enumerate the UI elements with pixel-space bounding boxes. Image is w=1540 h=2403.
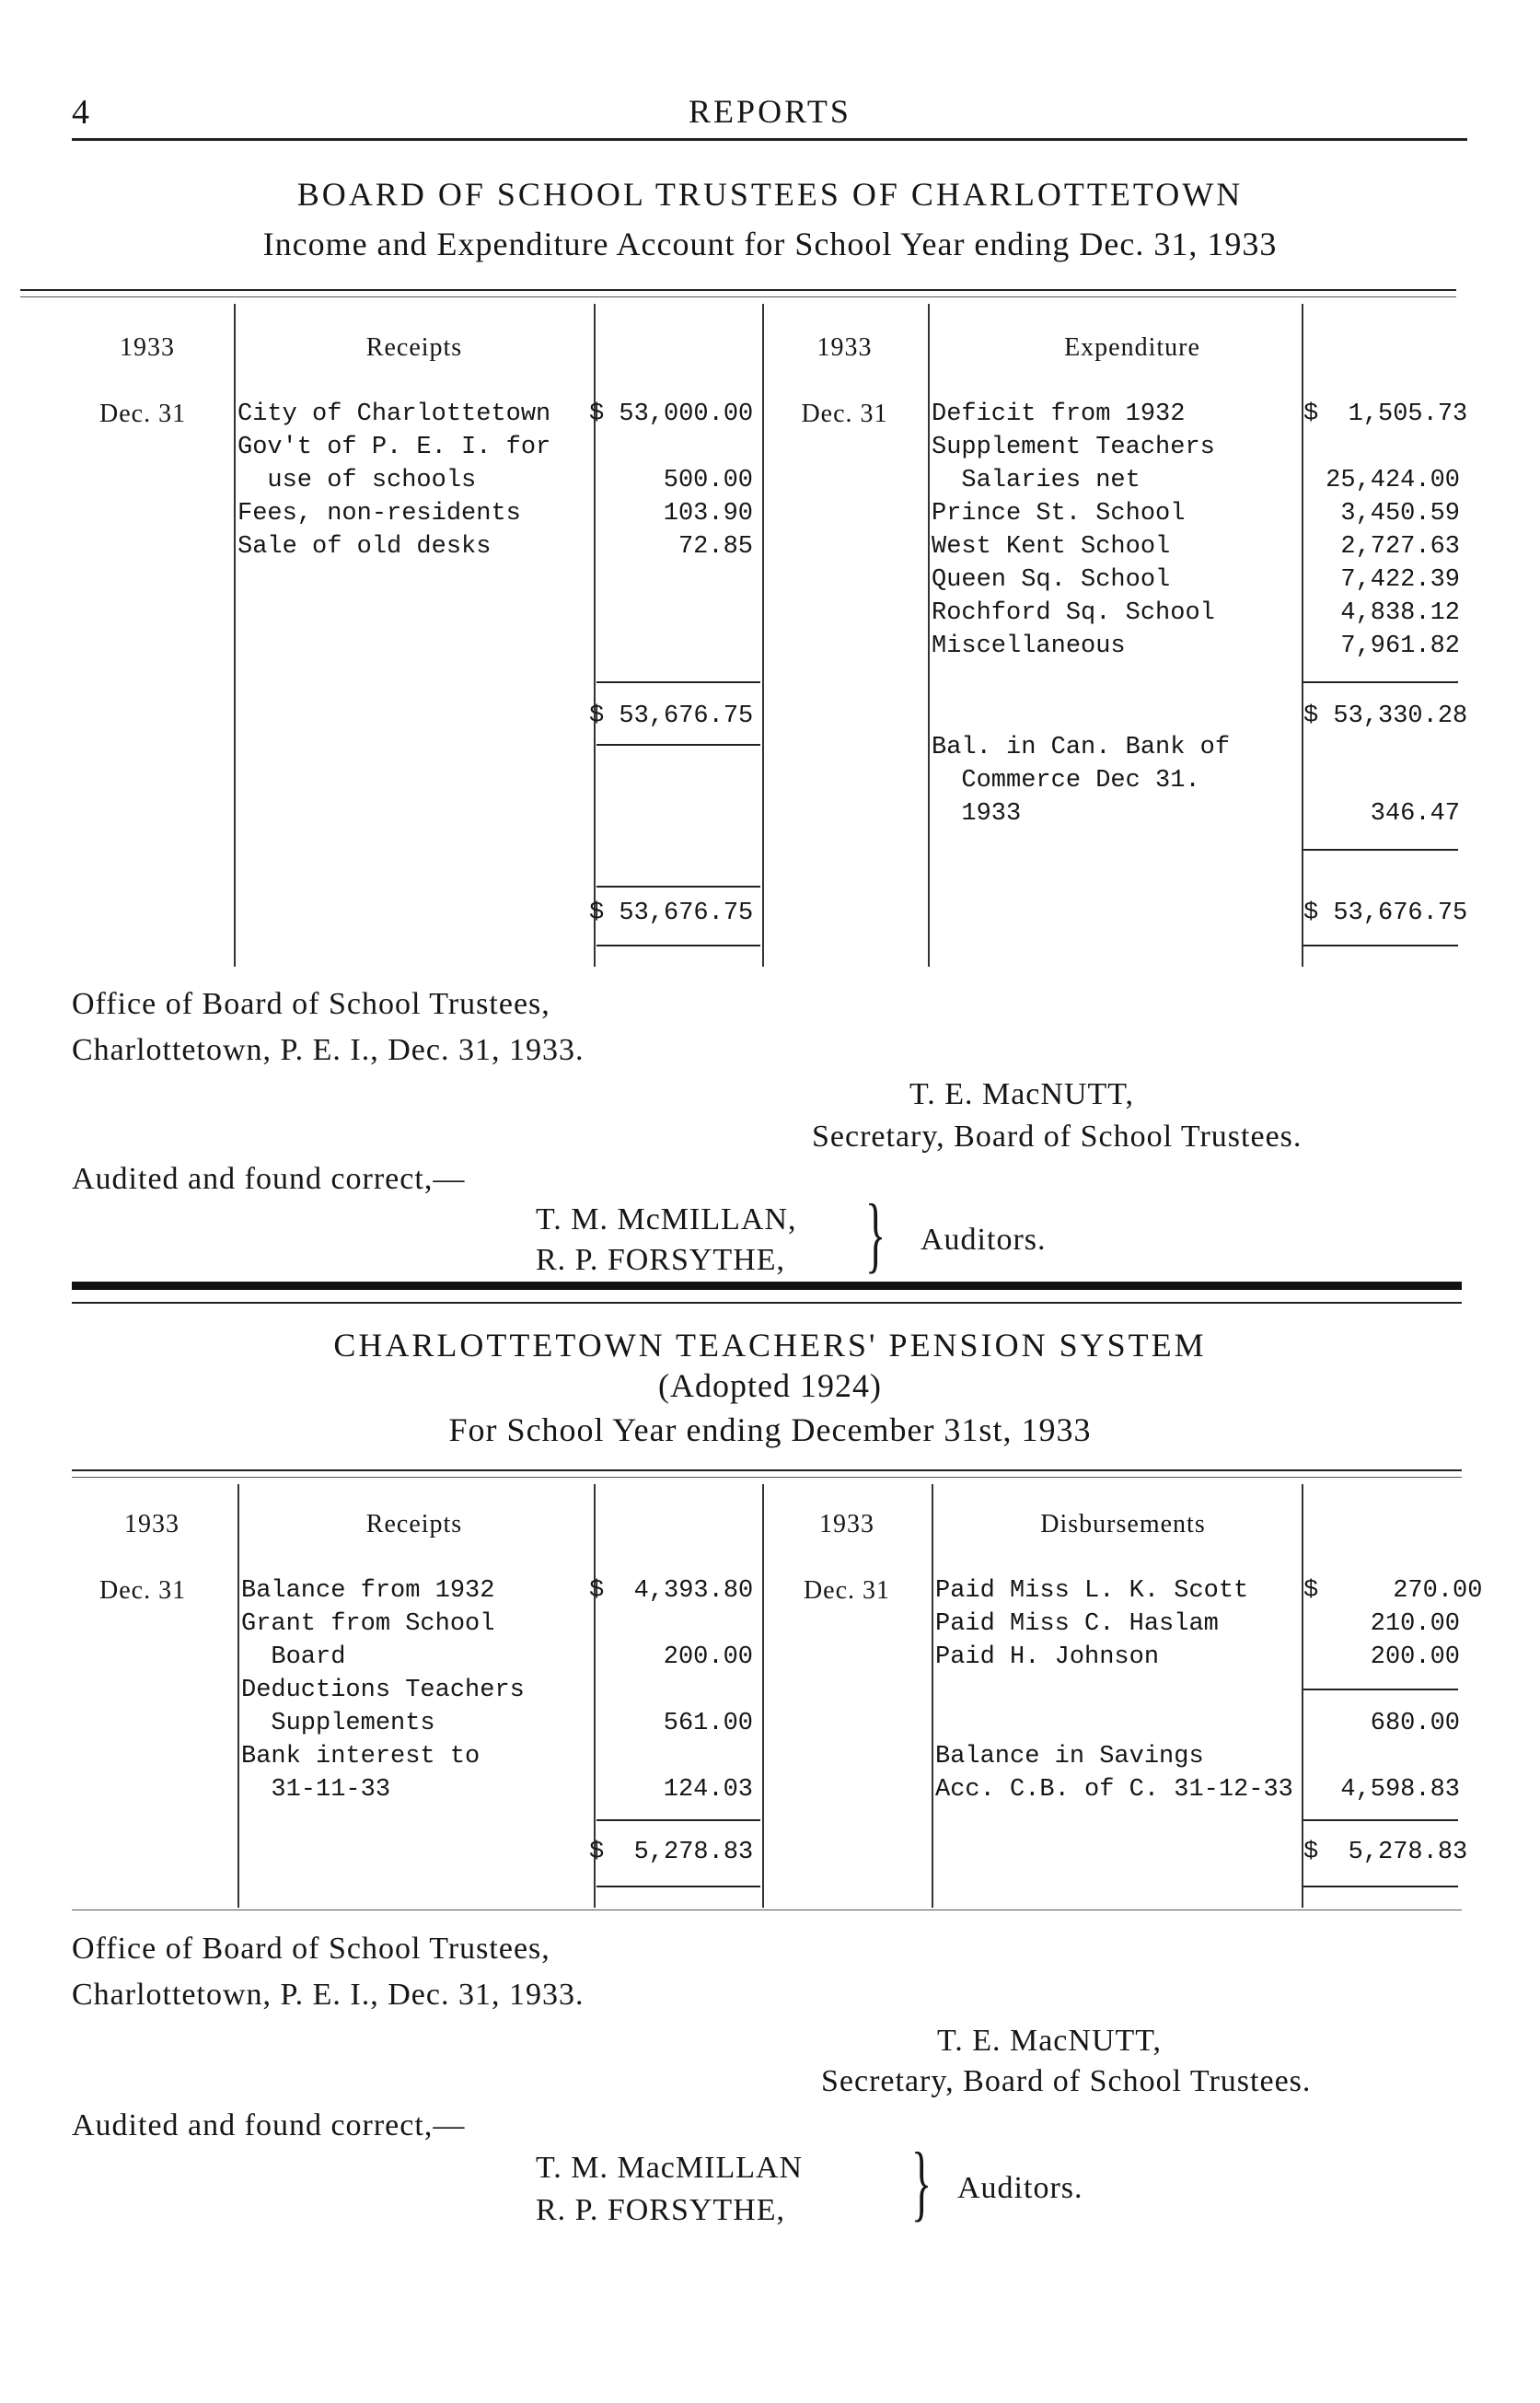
table1-date: Dec. 31 — [99, 400, 187, 428]
section1-audited: Audited and found correct,— — [72, 1162, 466, 1196]
table1-receipts-grand-rule — [596, 945, 760, 946]
section1-auditor2: R. P. FORSYTHE, — [536, 1243, 786, 1277]
table1-receipts-grand-rule-top — [596, 886, 760, 888]
table1-receipts-total: $ 53,676.75 — [589, 702, 754, 730]
table2-receipts-items: Balance from 1932 Grant from School Board Deductions Teachers Supplements Bank interest to 31-11-33 — [241, 1577, 525, 1804]
section1-office-line1: Office of Board of School Trustees, — [72, 987, 550, 1021]
table2-disbursements-items: Paid Miss L. K. Scott Paid Miss C. Haslam Paid H. Johnson — [935, 1577, 1249, 1671]
section2-auditors-brace: } — [911, 2135, 932, 2229]
table2-disb-total-rule-top — [1303, 1819, 1458, 1821]
section2-signer-name: T. E. MacNUTT, — [936, 2024, 1163, 2058]
section2-auditors-label: Auditors. — [957, 2171, 1083, 2205]
table2-disb-date: Dec. 31 — [803, 1576, 891, 1605]
table2-right-year: 1933 — [819, 1510, 874, 1538]
table1-exp-subtotal-rule — [1303, 681, 1458, 683]
table1-exp-grand-rule — [1303, 945, 1458, 946]
section2-signer-title: Secretary, Board of School Trustees. — [821, 2064, 1312, 2098]
table2-top-rule — [72, 1469, 1462, 1471]
section2-auditor2: R. P. FORSYTHE, — [536, 2193, 786, 2227]
section2-office-line2: Charlottetown, P. E. I., Dec. 31, 1933. — [72, 1978, 585, 2012]
table1-right-year: 1933 — [816, 333, 873, 362]
table1-receipts-total-rule — [596, 744, 760, 746]
section2-adopted: (Adopted 1924) — [658, 1367, 882, 1404]
table1-col-divider-4 — [928, 304, 930, 967]
table1-expenditure-heading: Expenditure — [1064, 333, 1200, 362]
table1-expenditure-subtotal: $ 53,330.28 — [1303, 702, 1468, 730]
table1-top-rule-2 — [20, 296, 1456, 297]
table2-disb-grand-total: $ 5,278.83 — [1303, 1839, 1468, 1866]
section1-auditors-label: Auditors. — [921, 1223, 1047, 1257]
table2-left-year: 1933 — [124, 1510, 179, 1538]
table2-col-divider-1 — [237, 1484, 239, 1908]
table1-top-rule — [20, 289, 1456, 291]
table2-receipts-total-rule-top — [596, 1819, 760, 1821]
table1-receipts-items: City of Charlottetown Gov't of P. E. I. for use of schools Fees, non-residents Sale of old desks — [237, 400, 551, 561]
table1-expenditure-grand-total: $ 53,676.75 — [1303, 900, 1468, 927]
table2-disb-total-rule — [1303, 1886, 1458, 1887]
table2-disbursements-heading: Disbursements — [1040, 1510, 1206, 1538]
section2-subtitle: For School Year ending December 31st, 1933 — [448, 1411, 1092, 1448]
section2-auditor1: T. M. MacMILLAN — [536, 2151, 804, 2185]
table2-balance-text: Balance in Savings Acc. C.B. of C. 31-12-33 — [935, 1743, 1293, 1804]
table1-receipts-heading: Receipts — [365, 333, 463, 362]
table1-exp-date: Dec. 31 — [801, 400, 888, 428]
running-title: REPORTS — [689, 93, 851, 130]
table2-col-divider-4 — [932, 1484, 933, 1908]
table2-disb-subtotal-rule — [1303, 1689, 1458, 1690]
header-rule — [72, 138, 1467, 141]
table1-balance-text: Bal. in Can. Bank of Commerce Dec 31. 1933 — [932, 734, 1231, 828]
table2-top-rule-2 — [72, 1477, 1462, 1478]
table2-receipts-total-rule — [596, 1886, 760, 1887]
section1-subtitle: Income and Expenditure Account for School Year ending Dec. 31, 1933 — [262, 226, 1278, 262]
table1-balance-amount: 346.47 — [1370, 800, 1460, 828]
table2-disb-subtotal: 680.00 — [1370, 1710, 1460, 1737]
section1-signer-title: Secretary, Board of School Trustees. — [812, 1120, 1303, 1154]
section1-signer-name: T. E. MacNUTT, — [909, 1077, 1135, 1111]
table2-receipts-total: $ 5,278.83 — [589, 1839, 754, 1866]
section2-title: CHARLOTTETOWN TEACHERS' PENSION SYSTEM — [333, 1327, 1207, 1364]
table2-balance-amount: 4,598.83 — [1340, 1776, 1460, 1804]
table1-expenditure-amounts: $ 1,505.73 25,424.00 3,450.59 2,727.63 7,422.39 4,838.12 7,961.82 — [1303, 400, 1468, 660]
section1-auditors-brace: } — [865, 1187, 886, 1281]
table2-disbursements-amounts: $ 270.00 210.00 200.00 — [1303, 1577, 1483, 1671]
table1-expenditure-items: Deficit from 1932 Supplement Teachers Salaries net Prince St. School West Kent School Queen Sq. School Rochford Sq. School Miscellaneous — [932, 400, 1215, 660]
section2-office-line1: Office of Board of School Trustees, — [72, 1932, 550, 1966]
table2-col-divider-3 — [762, 1484, 764, 1908]
table1-receipts-amounts: $ 53,000.00 500.00 103.90 72.85 — [589, 400, 754, 561]
table2-receipts-amounts: $ 4,393.80 200.00 561.00 124.03 — [589, 1577, 754, 1804]
table1-left-year: 1933 — [120, 333, 175, 362]
table1-receipts-subtotal-rule — [596, 681, 760, 683]
table2-receipts-heading: Receipts — [365, 1510, 463, 1538]
table2-date: Dec. 31 — [99, 1576, 187, 1605]
section1-auditor1: T. M. McMILLAN, — [536, 1202, 797, 1236]
section1-office-line2: Charlottetown, P. E. I., Dec. 31, 1933. — [72, 1033, 585, 1067]
page-number: 4 — [72, 93, 90, 132]
section1-title: BOARD OF SCHOOL TRUSTEES OF CHARLOTTETOWN — [296, 176, 1244, 213]
table1-exp-balance-rule — [1303, 849, 1458, 851]
table1-col-divider-1 — [234, 304, 236, 967]
section-divider-thin — [72, 1302, 1462, 1304]
table1-receipts-grand-total: $ 53,676.75 — [589, 900, 754, 927]
section-divider-heavy — [72, 1282, 1462, 1290]
section2-audited: Audited and found correct,— — [72, 2108, 466, 2142]
